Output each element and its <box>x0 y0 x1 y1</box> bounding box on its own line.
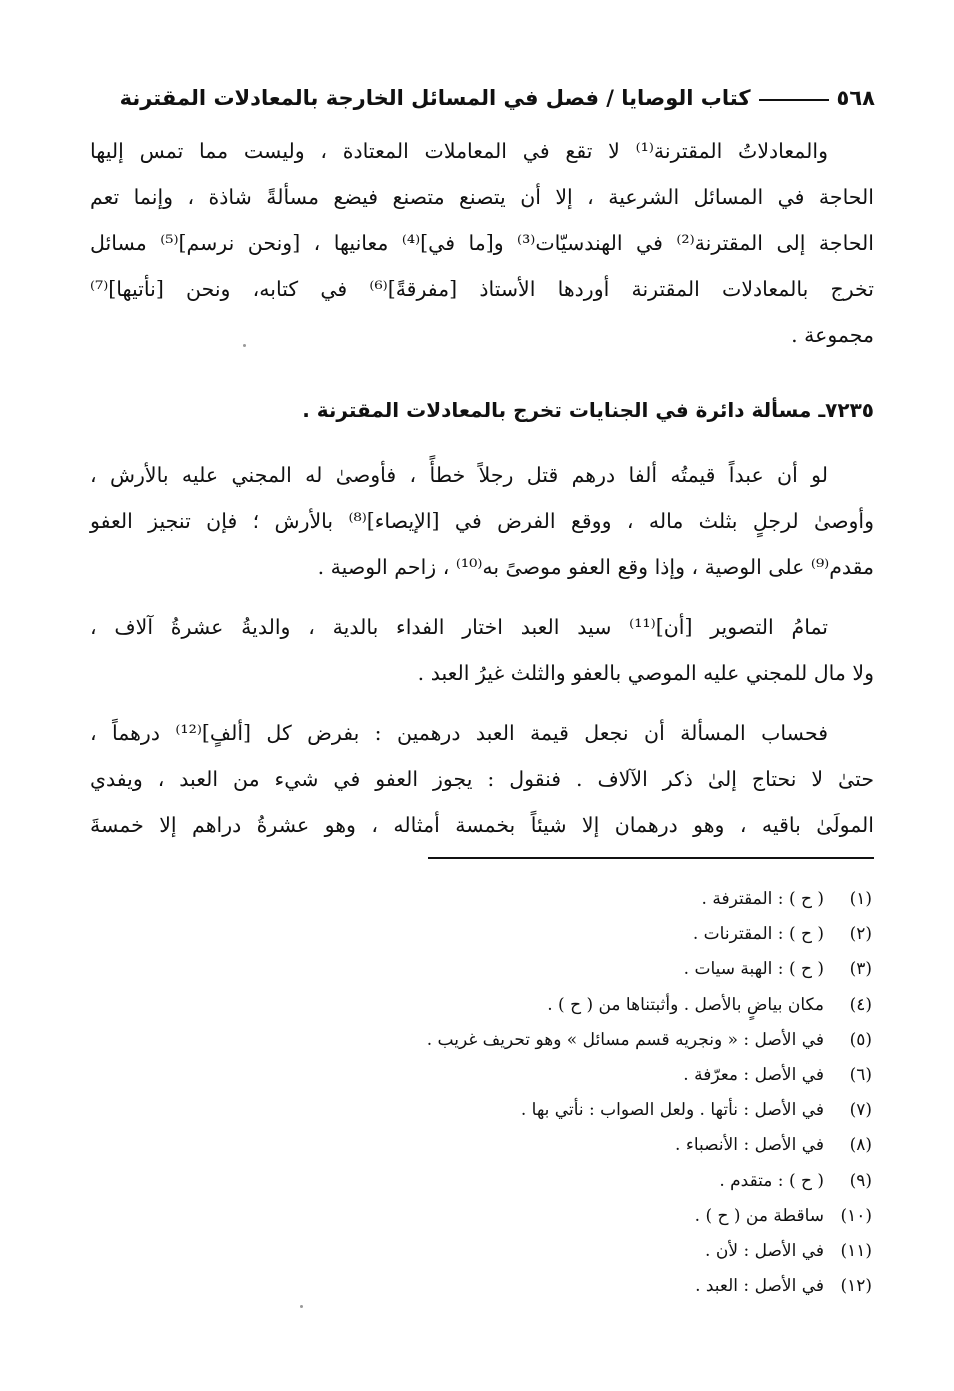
footnote-text: في الأصل : معرّفة . <box>683 1065 824 1086</box>
paragraph-intro <box>90 128 874 358</box>
footnote-text: في الأصل : الأنصباء . <box>675 1135 824 1156</box>
footnote-text: في الأصل : لأن . <box>705 1241 824 1262</box>
paragraph-calculation <box>90 710 874 848</box>
footnotes <box>427 882 872 1304</box>
footnote <box>427 1199 872 1234</box>
footnote-number: (٢) <box>849 924 872 945</box>
text-line: الحاجة إلى المقترنة⁽²⁾ في الهندسيّات⁽³⁾ و[ما في]⁽⁴⁾ معانيها ، [ونحن نرسم]⁽⁵⁾ مسائل <box>90 231 874 255</box>
footnote-number: (١) <box>849 889 872 909</box>
footnote-text: ساقطة من ( ح ) . <box>694 1205 824 1226</box>
footnote-text: ( ح ) : متقدم . <box>719 1170 824 1191</box>
text-line: فحساب المسألة أن نجعل قيمة العبد درهمين : بفرض كل [ألفٍ]⁽¹²⁾ درهماً ، <box>90 721 828 745</box>
footnote-separator <box>428 857 874 859</box>
footnote-text: ( ح ) : الهبة سيات . <box>683 959 824 980</box>
text-line: والمعادلاتُ المقترنة⁽¹⁾ لا تقع في المعاملات المعتادة ، وليست مما تمس إليها <box>90 139 828 163</box>
footnote <box>427 952 872 987</box>
text-line: لو أن عبداً قيمتُه ألفا درهم قتل رجلاً خطأً ، فأوصىٰ له المجني عليه بالأرش ، <box>90 463 828 487</box>
text-line: حتىٰ لا نحتاج إلىٰ ذكر الآلاف . فنقول : يجوز العفو في شيء من العبد ، ويفدي <box>90 767 874 791</box>
footnote-number: (١١) <box>840 1241 872 1262</box>
footnote <box>427 1023 872 1058</box>
text-line: ولا مال للمجني عليه الموصي بالعفو والثلث غيرُ العبد . <box>417 661 874 685</box>
footnote-number: (٥) <box>849 1029 872 1050</box>
footnote-text: في الأصل : « ونجريه قسم مسائل » وهو تحريف غريب . <box>426 1029 824 1050</box>
footnote-number: (١٠) <box>840 1205 872 1226</box>
text-line: الحاجة في المسائل الشرعية ، إلا أن يتصنع متصنع فيضع مسألةً شاذة ، وإنما تعم <box>90 185 874 209</box>
footnote-number: (٤) <box>849 994 872 1015</box>
page-header <box>95 78 875 118</box>
footnote-number: (٣) <box>849 959 872 980</box>
section-heading: ٧٢٣٥ـ مسألة دائرة في الجنايات تخرج بالمعادلات المقترنة . <box>302 398 874 422</box>
text-line: تخرج بالمعادلات المقترنة أوردها الأستاذ [مفرقةً]⁽⁶⁾ في كتابه، ونحن [نأتيها]⁽⁷⁾ <box>90 277 874 301</box>
text-line: مقدم⁽⁹⁾ على الوصية ، وإذا وقع العفو موصىً به⁽¹⁰⁾ ، زاحم الوصية . <box>317 555 874 579</box>
paragraph-depiction <box>90 604 874 696</box>
text-line: تمامُ التصوير [أن]⁽¹¹⁾ سيد العبد اختار الفداء بالدية ، والديةُ عشرةُ آلاف ، <box>90 615 828 639</box>
footnote-text: في الأصل : نأتها . ولعل الصواب : نأتي بها . <box>520 1100 824 1121</box>
footnote-text: في الأصل : العبد . <box>695 1276 824 1297</box>
footnote-number: (٨) <box>849 1135 872 1156</box>
footnote-number: (٧) <box>849 1100 872 1121</box>
footnote-text: مكان بياضٍ بالأصل . وأثبتناها من ( ح ) . <box>547 994 824 1015</box>
footnote <box>427 1093 872 1128</box>
footnote <box>427 1269 872 1304</box>
footnote <box>427 917 872 952</box>
footnote <box>427 988 872 1023</box>
text-line: مجموعة . <box>791 323 874 347</box>
text-line: وأوصىٰ لرجلٍ بثلث ماله ، ووقع الفرض في [الإيصاء]⁽⁸⁾ بالأرش ؛ فإن تنجيز العفو <box>90 509 874 533</box>
footnote-text: ( ح ) : المقترفة . <box>701 889 824 909</box>
running-title: كتاب الوصايا / فصل في المسائل الخارجة بالمعادلات المقترنة <box>119 86 751 110</box>
footnote-number: (٦) <box>849 1065 872 1086</box>
footnote-number: (٩) <box>849 1170 872 1191</box>
scan-speck <box>243 344 246 347</box>
footnote-text: ( ح ) : المقترنات . <box>692 924 824 945</box>
text-line: المولَىٰ باقيه ، وهو درهمان إلا شيئاً بخمسة أمثاله ، وهو عشرةُ دراهم إلا خمسةَ <box>90 813 874 837</box>
footnote <box>427 882 872 917</box>
header-rule <box>759 99 829 101</box>
footnote <box>427 1234 872 1269</box>
page-number: ٥٦٨ <box>836 86 875 110</box>
footnote <box>427 1058 872 1093</box>
footnote <box>427 1164 872 1199</box>
scan-speck <box>300 1305 303 1308</box>
footnote <box>427 1128 872 1163</box>
paragraph-case <box>90 452 874 590</box>
footnote-number: (١٢) <box>840 1276 872 1297</box>
